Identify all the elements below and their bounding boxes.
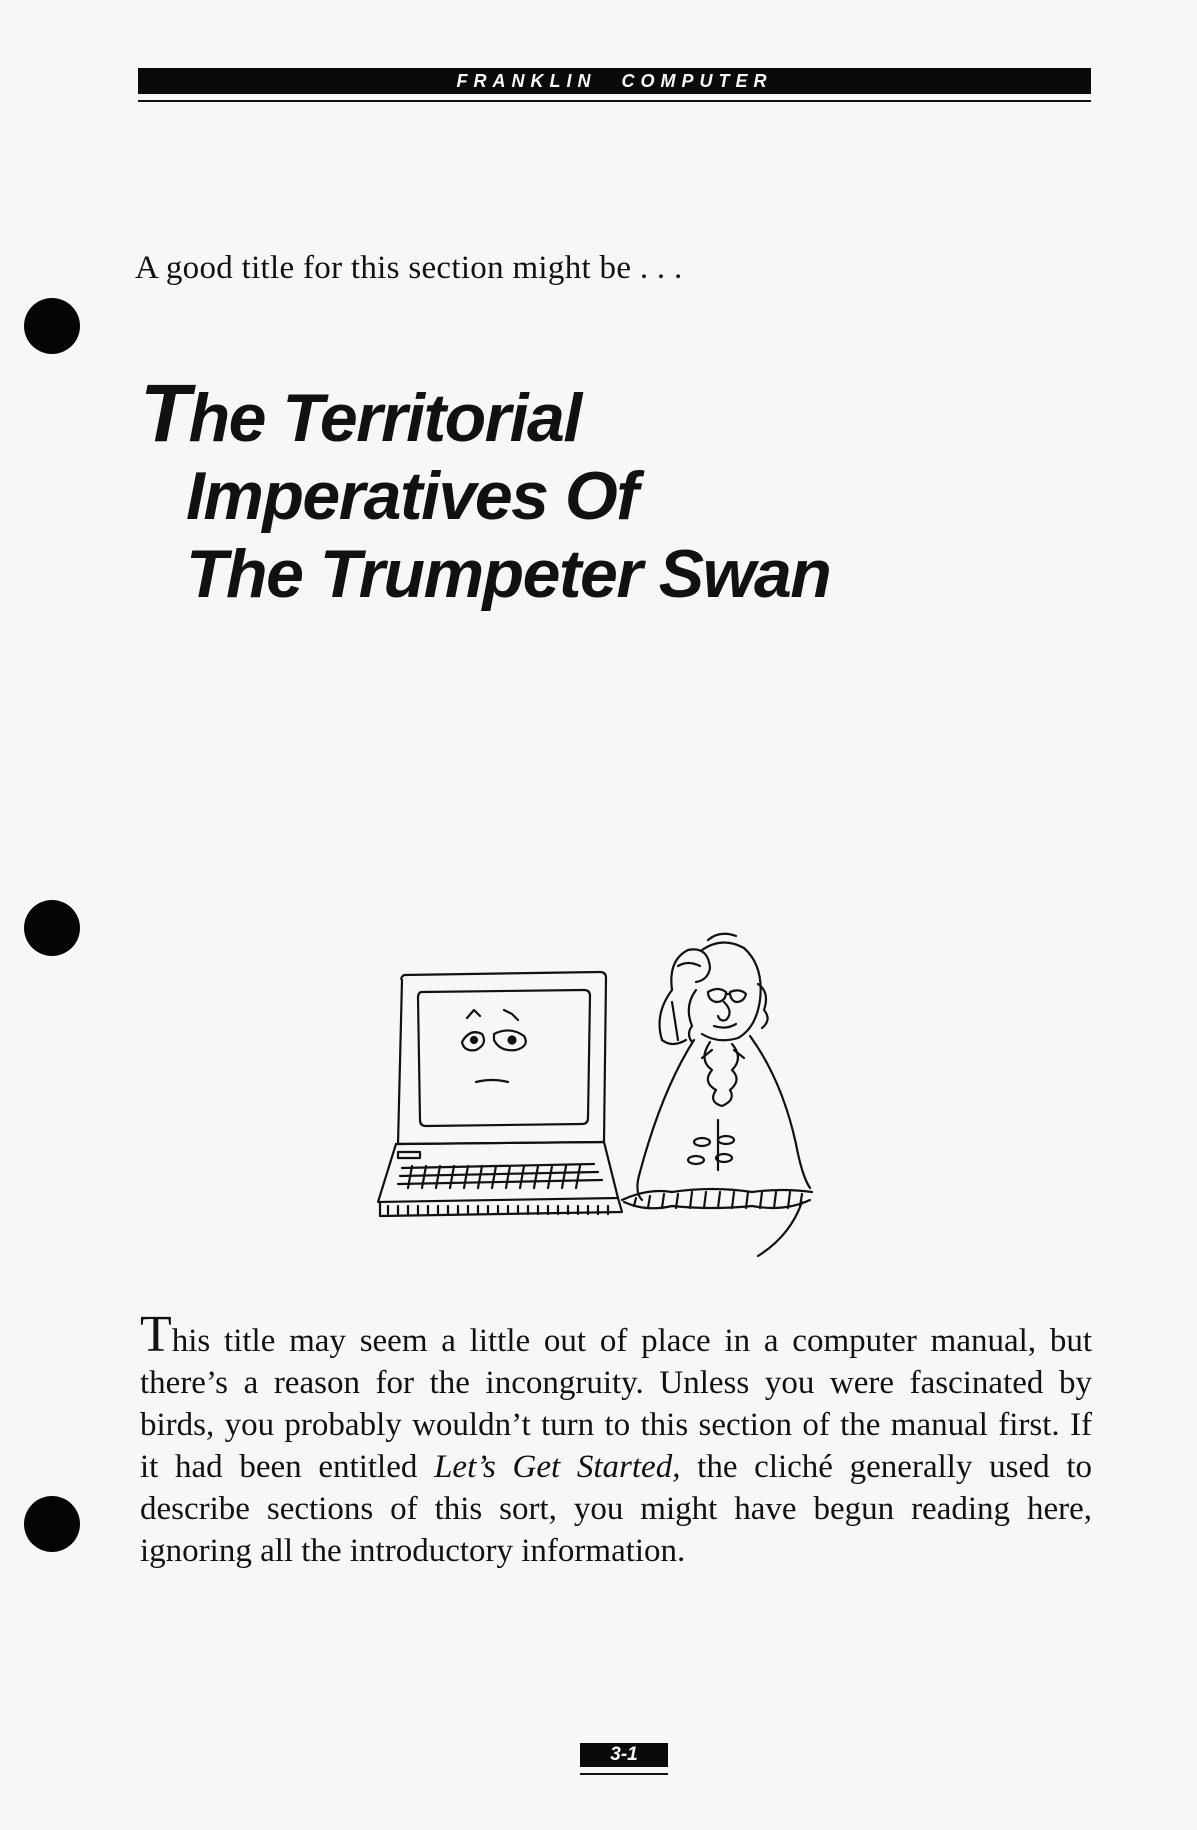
keyboard-icon [378,1142,622,1216]
section-title [140,368,831,613]
computer-and-confused-man-cartoon-icon [372,930,872,1275]
intro-line: A good title for this section might be . . . [135,250,683,286]
body-emphasis: Let’s Get Started, [434,1449,681,1485]
binder-hole-top [24,298,80,354]
body-text-part-2: the cliché generally used to describe sections of this sort, you might have begun reading here, ignoring all the introductory information. [140,1449,1092,1569]
page-number: 3-1 [580,1743,668,1767]
title-line-1-rest: he Territorial [188,380,581,456]
header-rule [138,100,1091,102]
binder-hole-middle [24,900,80,956]
title-initial: T [140,368,189,459]
body-paragraph [140,1306,1092,1572]
title-line-2: Imperatives Of [186,458,638,534]
page-number-rule [580,1773,668,1775]
running-header [138,68,1091,94]
computer-monitor-icon [398,972,606,1144]
title-line-3: The Trumpeter Swan [186,536,831,612]
confused-man-icon [622,934,812,1256]
title-line-1 [140,368,830,459]
binder-hole-bottom [24,1496,80,1552]
body-dropcap: T [140,1306,172,1363]
body-text-part-1: his title may seem a little out of place in a computer manual, but there’s a reason for the incongruity. Unless you were fascinated by birds, you probably wouldn’t turn to this section of the manual first. If it had been entitled [140,1323,1092,1485]
header-title: FRANKLIN COMPUTER [456,70,773,91]
